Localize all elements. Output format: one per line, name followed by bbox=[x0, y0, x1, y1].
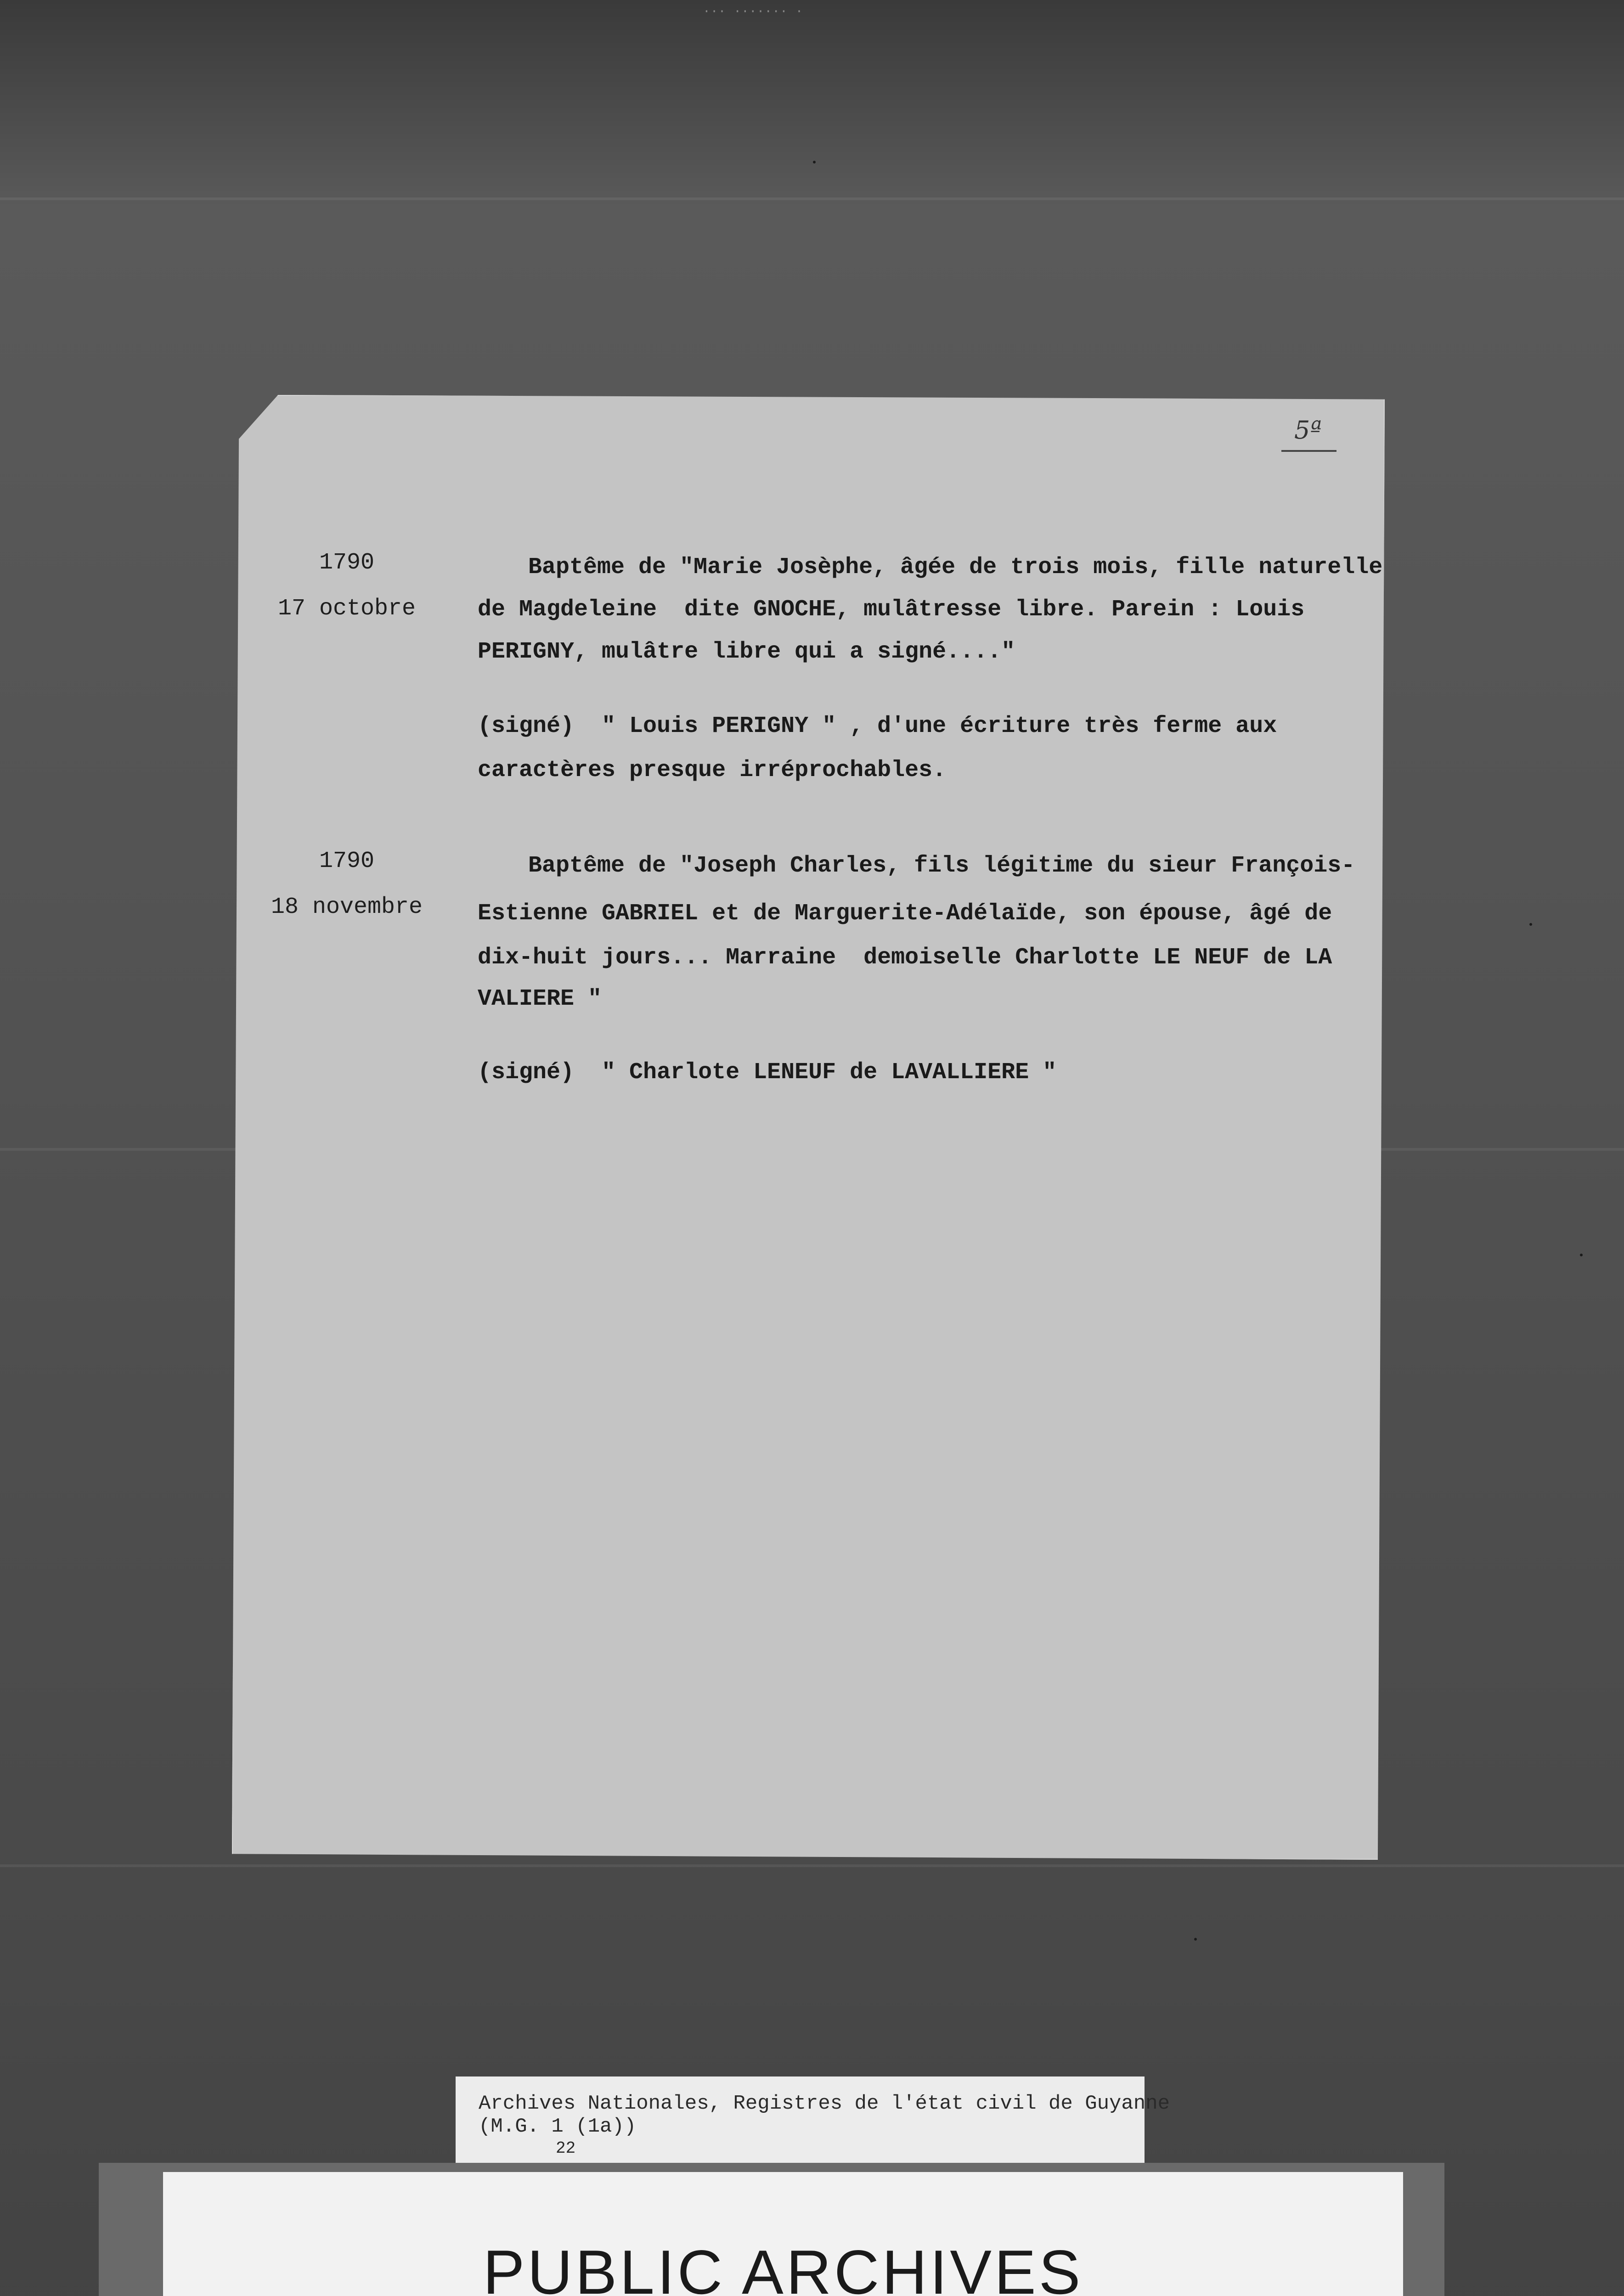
entry-1-line-2: de Magdeleine dite GNOCHE, mulâtresse libre. Parein : Louis bbox=[478, 597, 1305, 623]
film-speck bbox=[1529, 923, 1532, 926]
entry-2-date: 18 novembre bbox=[271, 894, 423, 920]
folio-underline bbox=[1281, 450, 1336, 452]
header-stamp: ··· ······· · bbox=[703, 5, 803, 19]
entry-2-line-3: dix-huit jours... Marraine demoiselle Charlotte LE NEUF de LA bbox=[478, 945, 1332, 971]
entry-2-line-2: Estienne GABRIEL et de Marguerite-Adélaïde, son épouse, âgé de bbox=[478, 900, 1332, 927]
archives-banner bbox=[163, 2172, 1403, 2296]
reference-label bbox=[456, 2077, 1170, 2166]
film-band bbox=[0, 1864, 1624, 1867]
reference-line-1: Archives Nationales, Registres de l'état civil de Guyanne bbox=[479, 2092, 1170, 2115]
entry-2-signed-1: (signé) " Charlote LENEUF de LAVALLIERE " bbox=[478, 1059, 1057, 1086]
film-band bbox=[0, 197, 1624, 200]
reference-line-3: 22 bbox=[556, 2139, 576, 2158]
entry-1-line-1: Baptême de "Marie Josèphe, âgée de trois mois, fille naturelle bbox=[528, 554, 1383, 580]
entry-1-year: 1790 bbox=[319, 550, 375, 576]
film-speck bbox=[1580, 1254, 1583, 1256]
film-speck bbox=[813, 161, 816, 163]
film-speck bbox=[1194, 1938, 1197, 1941]
entry-2-line-4: VALIERE " bbox=[478, 986, 602, 1012]
entry-1-date: 17 octobre bbox=[277, 596, 416, 622]
banner-line-1: PUBLIC ARCHIVES bbox=[483, 2237, 1083, 2296]
entry-1-signed-1: (signé) " Louis PERIGNY " , d'une écriture très ferme aux bbox=[478, 713, 1277, 739]
entry-2-year: 1790 bbox=[319, 848, 375, 874]
entry-1-line-3: PERIGNY, mulâtre libre qui a signé...." bbox=[478, 639, 1015, 665]
reference-line-2: (M.G. 1 (1a)) bbox=[479, 2115, 637, 2138]
entry-1-signed-2: caractères presque irréprochables. bbox=[478, 757, 947, 783]
entry-2-line-1: Baptême de "Joseph Charles, fils légitime du sieur François- bbox=[528, 853, 1355, 879]
folio-number: 5ª bbox=[1294, 416, 1322, 445]
